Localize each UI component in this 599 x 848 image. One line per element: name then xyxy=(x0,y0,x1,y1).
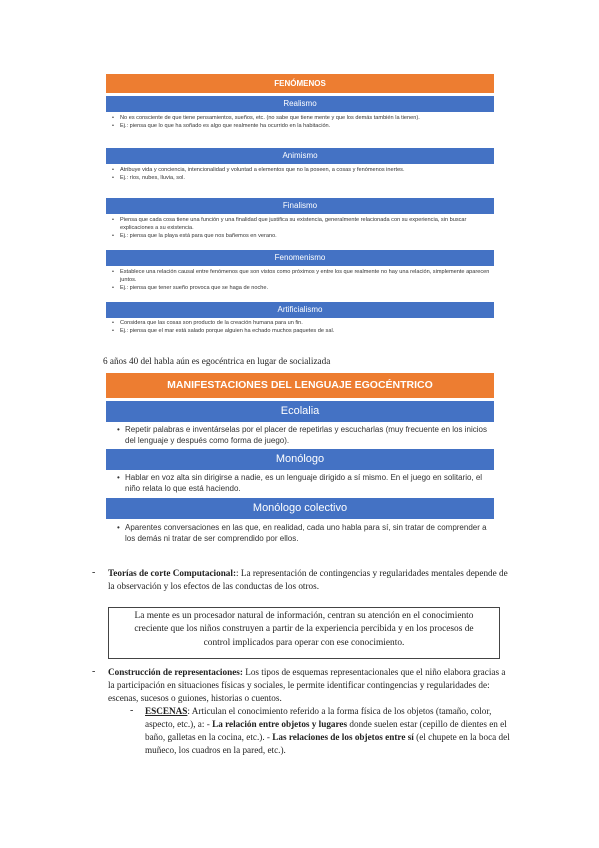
lenguaje-title: MANIFESTACIONES DEL LENGUAJE EGOCÉNTRICO xyxy=(106,373,494,398)
list-item: • Establece una relación causal entre fenómenos que son vistos como próximos y entre los que realmente no hay una relación, simplemente aparecen juntos. xyxy=(120,268,492,284)
escenas-label: ESCENAS xyxy=(145,706,188,716)
construccion-dash: - xyxy=(92,666,96,677)
teorias-paragraph xyxy=(108,567,508,593)
construccion-text: Los tipos de esquemas representacionales que el niño elabora gracias a la participación en situaciones físicas y sociales, le permite identificar contingencias y regularidades de: escenas, sucesos o guiones, historias o cuentos. xyxy=(108,667,506,703)
fenomenos-title: FENÓMENOS xyxy=(106,74,494,93)
escenas-bold-2: Las relaciones de los objetos entre sí xyxy=(272,732,414,742)
list-item: • Piensa que cada cosa tiene una función y una finalidad que justifica su existencia, generalmente relacionada con su experiencia, sin buscar explicaciones a su existencia. xyxy=(120,216,492,232)
lenguaje-header-ecolalia: Ecolalia xyxy=(106,401,494,422)
list-item: • Atribuye vida y conciencia, intencionalidad y voluntad a elementos que no la poseen, a cosas y fenómenos inertes. xyxy=(120,166,492,174)
teorias-text: : La representación de contingencias y regularidades mentales depende de la observación y los efectos de las conductas de los otros. xyxy=(108,568,508,591)
list-item: • Ej.: ríos, nubes, lluvia, sol. xyxy=(120,174,492,182)
list-item: • Ej.: piensa que la playa está para que nos bañemos en verano. xyxy=(120,232,492,240)
mente-procesador-text: La mente es un procesador natural de información, centran su atención en el conocimiento creciente que los niños construyen a partir de la experiencia percibida y en los procesos de control implicados para operar con ese conocimiento. xyxy=(134,611,474,648)
list-item: • Ej.: piensa que tener sueño provoca que se haga de noche. xyxy=(120,284,492,292)
escenas-paragraph xyxy=(145,705,517,757)
lenguaje-bullets-monologo xyxy=(125,473,493,494)
escenas-bold-1: La relación entre objetos y lugares xyxy=(212,719,348,729)
fenomenos-header-animismo: Animismo xyxy=(106,148,494,164)
fenomenos-header-fenomenismo: Fenomenismo xyxy=(106,250,494,266)
lenguaje-header-monologo-colectivo: Monólogo colectivo xyxy=(106,498,494,519)
fenomenos-bullets-finalismo xyxy=(120,216,492,240)
escenas-text-1: : Articulan el conocimiento referido a la forma física de los objetos (tamaño, color, aspecto, etc.), a: - xyxy=(145,706,492,729)
fenomenos-bullets-animismo xyxy=(120,166,492,182)
teorias-dash: - xyxy=(92,567,96,578)
teorias-label: Teorías de corte Computacional: xyxy=(108,568,237,578)
escenas-text-2: donde suelen estar (cepillo de dientes en el baño, galletas en la cocina, etc.). - xyxy=(145,719,507,742)
list-item: • Considera que las cosas son producto de la creación humana para un fin. xyxy=(120,319,492,327)
fenomenos-bullets-artificialismo xyxy=(120,319,492,335)
list-item: • Ej.: piensa que lo que ha soñado es algo que realmente ha ocurrido en la habitación. xyxy=(120,122,492,130)
list-item: • Hablar en voz alta sin dirigirse a nadie, es un lenguaje dirigido a sí mismo. En el juego en solitario, el niño relata lo que está haciendo. xyxy=(125,473,493,494)
construccion-paragraph xyxy=(108,666,508,705)
habla-egocentrica-note: 6 años 40 del habla aún es egocéntrica en lugar de socializada xyxy=(103,356,331,366)
lenguaje-bullets-ecolalia xyxy=(125,425,493,446)
construccion-label: Construcción de representaciones: xyxy=(108,667,243,677)
fenomenos-header-artificialismo: Artificialismo xyxy=(106,302,494,318)
escenas-dash: - xyxy=(130,705,134,716)
list-item: • Repetir palabras e inventárselas por el placer de repetirlas y escucharlas (muy frecuente en los inicios del lenguaje y después como forma de juego). xyxy=(125,425,493,446)
list-item: • Aparentes conversaciones en las que, en realidad, cada uno habla para sí, sin tratar de comprender a los demás ni tratar de ser comprendido por ellos. xyxy=(125,523,493,544)
lenguaje-header-monologo: Monólogo xyxy=(106,449,494,470)
escenas-text-3: (el chupete en la boca del muñeco, los cuadros en la pared, etc.). xyxy=(145,732,510,755)
mente-procesador-box xyxy=(108,607,500,659)
lenguaje-bullets-monologo-colectivo xyxy=(125,523,493,544)
fenomenos-header-finalismo: Finalismo xyxy=(106,198,494,214)
fenomenos-bullets-realismo xyxy=(120,114,492,130)
list-item: • Ej.: piensa que el mar está salado porque alguien ha echado muchos paquetes de sal. xyxy=(120,327,492,335)
list-item: • No es consciente de que tiene pensamientos, sueños, etc. (no sabe que tiene mente y que los demás también la tienen). xyxy=(120,114,492,122)
fenomenos-bullets-fenomenismo xyxy=(120,268,492,292)
fenomenos-header-realismo: Realismo xyxy=(106,96,494,112)
